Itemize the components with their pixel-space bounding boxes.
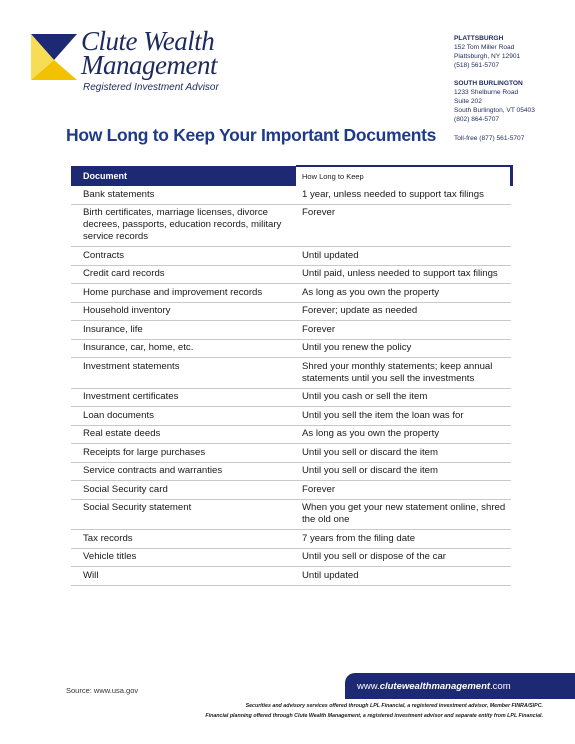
office-south-burlington: SOUTH BURLINGTON 1233 Shelburne Road Suite 202 South Burlington, VT 05403 (802) 864-5707 [454,80,535,123]
keep-duration-cell: Until updated [296,567,511,586]
document-cell: Social Security card [71,481,296,500]
header-document: Document [71,166,296,186]
document-cell: Home purchase and improvement records [71,284,296,303]
page-title: How Long to Keep Your Important Documents [66,125,437,145]
table-row [71,321,511,340]
brand-name: Clute Wealth Management [81,26,217,80]
table-row [71,481,511,500]
keep-duration-cell: Until you sell or discard the item [296,444,511,463]
table-row [71,204,511,247]
keep-duration-cell: Forever [296,204,511,247]
table-row [71,530,511,549]
table-row [71,567,511,586]
table-row [71,265,511,284]
keep-duration-cell: As long as you own the property [296,425,511,444]
document-cell: Tax records [71,530,296,549]
keep-duration-cell: 1 year, unless needed to support tax filings [296,186,511,204]
document-cell: Insurance, car, home, etc. [71,339,296,358]
documents-table [71,165,513,586]
table-row [71,444,511,463]
document-cell: Investment statements [71,358,296,389]
document-cell: Real estate deeds [71,425,296,444]
keep-duration-cell: Forever [296,321,511,340]
table-row [71,407,511,426]
document-cell: Birth certificates, marriage licenses, divorce decrees, passports, education records, military service records [71,204,296,247]
keep-duration-cell: 7 years from the filing date [296,530,511,549]
office-plattsburgh: PLATTSBURGH 152 Tom Miller Road Plattsburgh, NY 12901 (518) 561-5707 [454,35,521,69]
keep-duration-cell: Forever [296,481,511,500]
keep-duration-cell: Until you sell or dispose of the car [296,548,511,567]
document-cell: Receipts for large purchases [71,444,296,463]
keep-duration-cell: Until paid, unless needed to support tax filings [296,265,511,284]
document-cell: Contracts [71,247,296,266]
table-row [71,388,511,407]
keep-duration-cell: As long as you own the property [296,284,511,303]
document-cell: Insurance, life [71,321,296,340]
table-row [71,186,511,204]
toll-free-number: Toll-free (877) 561-5707 [454,135,525,142]
document-cell: Credit card records [71,265,296,284]
document-cell: Investment certificates [71,388,296,407]
keep-duration-cell: Until you renew the policy [296,339,511,358]
header-how-long: How Long to Keep [296,166,511,186]
table-header-row [71,166,511,186]
table-row [71,548,511,567]
table-row [71,462,511,481]
website-link[interactable]: www.clutewealthmanagement.com [357,681,511,692]
source-note: Source: www.usa.gov [66,686,139,695]
keep-duration-cell: Until you sell the item the loan was for [296,407,511,426]
disclaimer-line: Financial planning offered through Clute Wealth Management, a registered investment advisor and separate entity from LPL Financial. [205,713,543,719]
document-cell: Service contracts and warranties [71,462,296,481]
table-row [71,358,511,389]
keep-duration-cell: Until you sell or discard the item [296,462,511,481]
keep-duration-cell: Shred your monthly statements; keep annual statements until you sell the investments [296,358,511,389]
document-cell: Will [71,567,296,586]
table-row [71,339,511,358]
logo-icon [31,34,77,82]
keep-duration-cell: Until you cash or sell the item [296,388,511,407]
table-row [71,425,511,444]
table-row [71,302,511,321]
document-cell: Vehicle titles [71,548,296,567]
table-row [71,247,511,266]
table-row [71,284,511,303]
document-cell: Loan documents [71,407,296,426]
keep-duration-cell: Forever; update as needed [296,302,511,321]
document-cell: Social Security statement [71,499,296,530]
disclaimer-line: Securities and advisory services offered through LPL Financial, a registered investment advisor, Member FINRA/SIPC. [245,703,543,709]
document-cell: Bank statements [71,186,296,204]
table-row [71,499,511,530]
brand-tagline: Registered Investment Advisor [83,82,219,93]
document-cell: Household inventory [71,302,296,321]
keep-duration-cell: Until updated [296,247,511,266]
keep-duration-cell: When you get your new statement online, shred the old one [296,499,511,530]
